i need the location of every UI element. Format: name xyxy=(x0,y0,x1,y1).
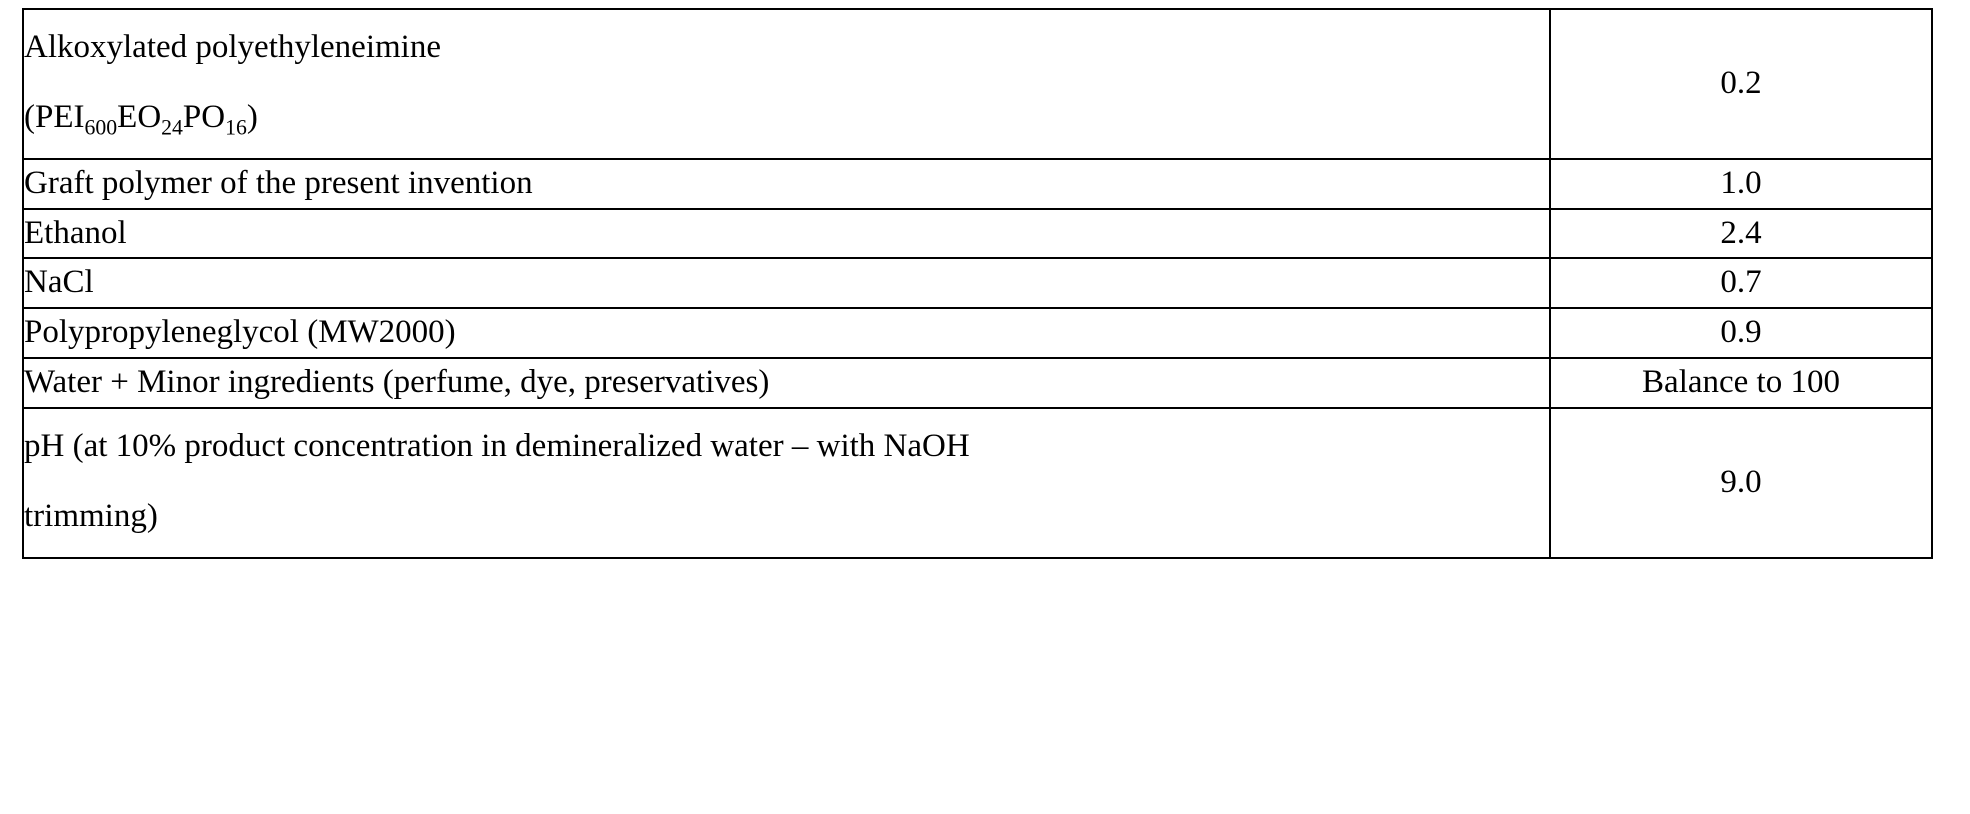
ingredient-name-line-2 xyxy=(24,94,1549,142)
ingredients-table xyxy=(22,8,1933,559)
ingredient-name-cell: Water + Minor ingredients (perfume, dye, preservatives) xyxy=(23,358,1550,408)
ingredient-value-cell: 0.7 xyxy=(1550,258,1932,308)
table-row xyxy=(23,308,1932,358)
table-row xyxy=(23,408,1932,558)
table-body xyxy=(23,9,1932,558)
ingredient-name-cell: Polypropyleneglycol (MW2000) xyxy=(23,308,1550,358)
ingredient-value-cell: 1.0 xyxy=(1550,159,1932,209)
table-row xyxy=(23,9,1932,159)
formula-mid-2: PO xyxy=(182,98,226,135)
ingredient-name-cell xyxy=(23,408,1550,558)
ingredient-value-cell: 2.4 xyxy=(1550,209,1932,259)
formula-mid-1: EO xyxy=(117,98,162,135)
table-row xyxy=(23,258,1932,308)
ingredient-value-cell: 0.9 xyxy=(1550,308,1932,358)
ingredient-name-cell: Ethanol xyxy=(23,209,1550,259)
ph-note-line-2: trimming) xyxy=(24,497,158,534)
table-row xyxy=(23,209,1932,259)
ingredient-name-line-1: Alkoxylated polyethyleneimine xyxy=(24,29,441,65)
ph-note-line-1: pH (at 10% product concentration in demineralized water – with NaOH xyxy=(24,427,970,464)
ingredient-name-cell: Graft polymer of the present invention xyxy=(23,159,1550,209)
table-row xyxy=(23,358,1932,408)
ingredient-value-cell: 9.0 xyxy=(1550,408,1932,558)
table-row xyxy=(23,159,1932,209)
formula-subscript-3: 16 xyxy=(225,115,247,140)
ingredients-table-container xyxy=(22,8,1927,559)
formula-prefix: (PEI xyxy=(24,98,85,135)
formula-subscript-1: 600 xyxy=(84,115,118,140)
ingredient-name-cell xyxy=(23,9,1550,159)
ingredient-value-cell: 0.2 xyxy=(1550,9,1932,159)
formula-suffix: ) xyxy=(246,98,258,135)
ingredient-name-cell: NaCl xyxy=(23,258,1550,308)
ingredient-value-cell: Balance to 100 xyxy=(1550,358,1932,408)
formula-subscript-2: 24 xyxy=(161,115,183,140)
